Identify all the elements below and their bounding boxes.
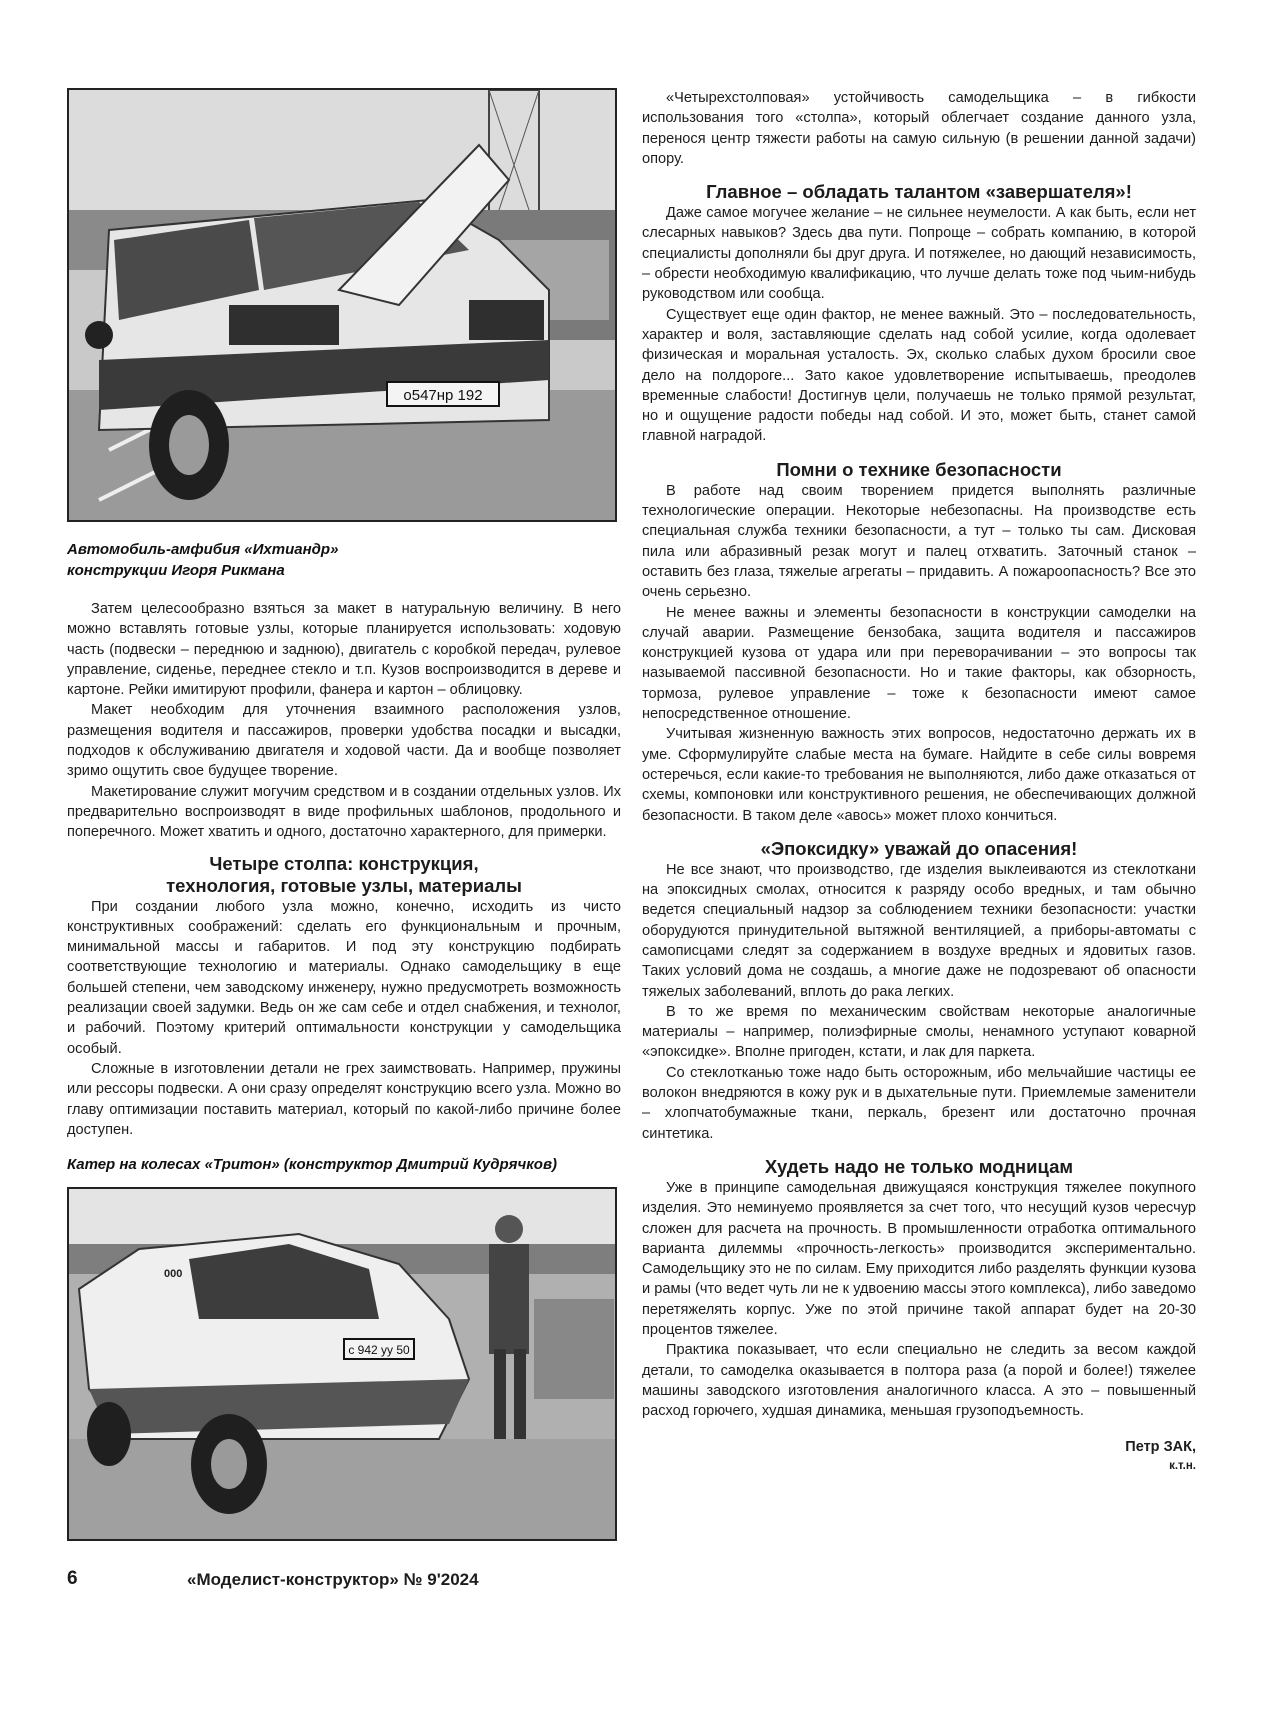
- heading-line: Четыре столпа: конструкция,: [209, 852, 479, 874]
- paragraph: В то же время по механическим свойствам некоторые аналогичные материалы – например, полиэфирные смолы, ненамного уступают коварной «эпоксидке». Вполне пригоден, кстати, и лак для паркета.: [642, 1003, 1196, 1061]
- left-text-b: [67, 897, 621, 1141]
- paragraph: Не все знают, что производство, где изделия выклеиваются из стеклоткани на эпоксидных смолах, относится к разряду особо вредных, и там обычно ведется специальный надзор за соблюдением техники безопасности: участки оборудуются принудительной вытяжной вентиляцией, а приборы-автоматы с самописцами следят за содержанием в воздухе вредных и ядовитых газов. Таких условий дома не создашь, а многие даже не подозревают об опасности тяжелых заболеваний, вплоть до рака легких.: [642, 861, 1196, 1000]
- left-column: [67, 88, 621, 1541]
- left-text-a: [67, 599, 621, 843]
- photo1-plate: о547нр 192: [403, 387, 483, 404]
- author-degree: к.т.н.: [1169, 1459, 1196, 1472]
- triton-photo: [67, 1187, 617, 1541]
- paragraph: Не менее важны и элементы безопасности в конструкции самоделки на случай аварии. Размещение бензобака, защита водителя и пассажиров конструкцией кузова от удара или при переворачивании – это вопросы так называемой пассивной безопасности. Но и такие факторы, как обзорность, тормоза, рулевое управление – тоже к безопасности имеют самое непосредственное отношение.: [642, 604, 1196, 723]
- heading-safety: Помни о технике безопасности: [776, 458, 1062, 480]
- photo1-caption: [67, 539, 621, 581]
- paragraph: Учитывая жизненную важность этих вопросов, недостаточно держать их в уме. Сформулируйте слабые места на бумаге. Найдите в себе силы вовремя остеречься, если какие-то требования не выполняются, либо даже отказаться от схемы, компоновки или конструктивного решения, не обеспечивающих должной безопасности. В таком деле «авось» может плохо кончиться.: [642, 726, 1196, 824]
- boat-on-wheels-image: [69, 1189, 615, 1539]
- paragraph: Сложные в изготовлении детали не грех заимствовать. Например, пружины или рессоры подвески. А они сразу определят конструкцию всего узла. Можно во главу оптимизации поставить материал, который по какой-либо причине более доступен.: [67, 1060, 621, 1138]
- heading-line: технология, готовые узлы, материалы: [166, 874, 522, 896]
- section-heading: [67, 853, 621, 897]
- paragraph: Даже самое могучее желание – не сильнее неумелости. А как быть, если нет слесарных навыков? Здесь два пути. Попроще – собрать компанию, в которой специалисты дополняли бы друг друга. И потяжелее, но дающий независимость, – обрести необходимую квалификацию, что лучше делать тоже под чьим-нибудь руководством или сообща.: [642, 205, 1196, 303]
- right-column: [642, 88, 1196, 1474]
- paragraph: Существует еще один фактор, не менее важный. Это – последовательность, характер и воля, заставляющие сделать над собой усилие, когда одолевает физическая и моральная усталость. Эх, сколько слабых духом бросили свое дело на полдороге... Зато какое удовлетворение испытываешь, преодолев временные слабости! Достигнув цели, получаешь не только прямой результат, но и ощущение радости победы над собой. И это, может быть, станет самой главной наградой.: [642, 306, 1196, 445]
- author-block: [642, 1436, 1196, 1474]
- paragraph: При создании любого узла можно, конечно, исходить из чисто конструктивных соображений: сделать его функциональным и прочным, минимальной массы и габаритов. И под эту конструкцию подбирать соответствующие технологию и материалы. Однако самодельщику в еще большей степени, чем заводскому инженеру, нужно предусмотреть возможность реализации своей задумки. Ведь он же сам себе и отдел снабжения, и технолог, и рабочий. Поэтому критерий оптимальности конструкции у самодельщика особый.: [67, 898, 621, 1057]
- author-name: Петр ЗАК,: [1125, 1438, 1196, 1455]
- page-footer: [67, 1568, 627, 1598]
- photo1-caption-line2: конструкции Игоря Рикмана: [67, 562, 285, 579]
- heading-epoxy: «Эпоксидку» уважай до опасения!: [760, 837, 1078, 859]
- paragraph: Затем целесообразно взяться за макет в натуральную величину. В него можно вставлять готовые узлы, которые планируется использовать: ходовую часть (подвески – переднюю и заднюю), двигатель с коробкой передач, рулевое управление, сиденье, переднее стекло и т.п. Кузов воспроизводится в дереве и картоне. Рейки имитируют профили, фанера и картон – облицовку.: [67, 601, 621, 699]
- amphibian-car-image: [69, 90, 615, 520]
- paragraph: Со стеклотканью тоже надо быть осторожным, ибо мельчайшие частицы ее волокон внедряются в кожу рук и в дыхательные пути. Приемлемые заменители – хлопчатобумажные ткани, перкаль, брезент или достаточно прочная синтетика.: [642, 1064, 1196, 1142]
- paragraph-intro: «Четырехстолповая» устойчивость самодельщика – в гибкости использования того «столпа», который облегчает создание данного узла, перенося центр тяжести работы на самую сильную (в решении данной задачи) опору.: [642, 90, 1196, 167]
- paragraph: В работе над своим творением придется выполнять различные технологические операции. Некоторые небезопасны. На производстве есть специальная служба техники безопасности, а тут – только ты сам. Дисковая пила или абразивный резак могут и палец отхватить. Заточный станок – оставить без глаза, тяжелые агрегаты – придавить. А пожароопасность? Все это очень серьезно.: [642, 482, 1196, 601]
- magazine-title: «Моделист-конструктор» № 9'2024: [187, 1570, 479, 1589]
- page-number: 6: [67, 1568, 78, 1589]
- photo2-badge: 000: [164, 1268, 183, 1281]
- ichthyander-photo: [67, 88, 617, 522]
- photo2-caption: Катер на колесах «Тритон» (конструктор Дмитрий Кудрячков): [67, 1156, 558, 1174]
- paragraph: Макетирование служит могучим средством и в создании отдельных узлов. Их предварительно воспроизводят в виде профильных шаблонов, продольного и поперечного. Может хватить и одного, достаточно характерного, для примерки.: [67, 783, 621, 841]
- photo2-plate: с 942 уу 50: [348, 1343, 410, 1358]
- photo1-caption-line1: Автомобиль-амфибия «Ихтиандр»: [67, 541, 339, 558]
- heading-finisher: Главное – обладать талантом «завершателя»!: [706, 181, 1132, 203]
- heading-weight: Худеть надо не только модницам: [764, 1155, 1074, 1177]
- paragraph: Практика показывает, что если специально не следить за весом каждой детали, то самоделка оказывается в полтора раза (а порой и более!) тяжелее машины заводского изготовления аналогичного класса. А это – повышенный расход горючего, худшая динамика, меньшая грузоподъемность.: [642, 1342, 1196, 1420]
- paragraph: Уже в принципе самодельная движущаяся конструкция тяжелее покупного изделия. Это неминуемо проявляется за счет того, что несущий кузов чересчур сложен для расчета на прочность. В промышленности отработка оптимального варианта дилеммы «прочность-легкость» производится экспериментально. Самодельщику это не по силам. Ему приходится либо разделять функции кузова и рамы (что ведет чуть ли не к удвоению массы этого комплекса), либо заведомо перетяжелять корпус. Уже по этой причине такой аппарат будет на 20-30 процентов тяжелее.: [642, 1179, 1196, 1339]
- paragraph: Макет необходим для уточнения взаимного расположения узлов, размещения водителя и пассажиров, проверки удобства посадки и высадки, подходов к обслуживанию двигателя и ходовой части. Да и вообще позволяет зримо ощутить свое будущее творение.: [67, 702, 621, 780]
